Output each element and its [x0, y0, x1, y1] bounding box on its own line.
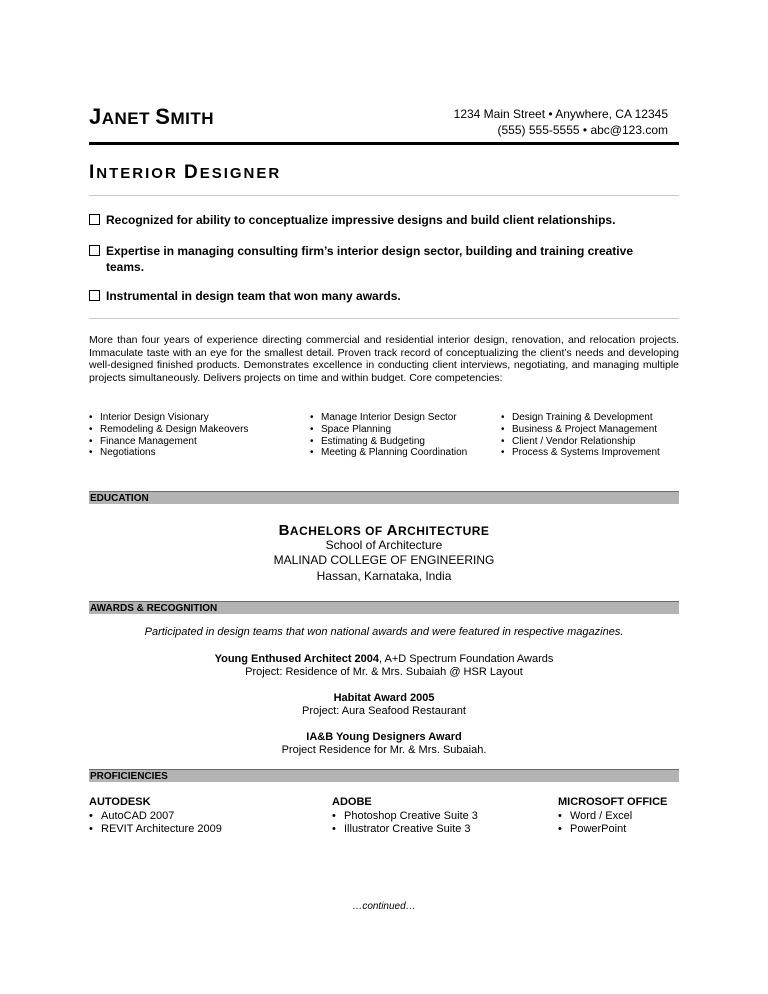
award-entry: Habitat Award 2005 [333, 692, 435, 704]
proficiency-column [558, 796, 667, 837]
awards-heading: AWARDS & RECOGNITION [89, 601, 679, 614]
proficiency-item: • Illustrator Creative Suite 3 [332, 823, 478, 837]
competency-item: • Remodeling & Design Makeovers [89, 424, 248, 436]
proficiency-group-title: AUTODESK [89, 796, 151, 808]
address: 1234 Main Street • Anywhere, CA 12345 [453, 107, 668, 121]
college-name: MALINAD COLLEGE OF ENGINEERING [273, 553, 495, 567]
awards-intro: Participated in design teams that won national awards and were featured in respective magazines. [144, 626, 624, 638]
award-project: Project Residence for Mr. & Mrs. Subaiah. [281, 744, 487, 756]
competency-item: • Interior Design Visionary [89, 412, 248, 424]
school-name: School of Architecture [325, 538, 443, 552]
college-location: Hassan, Karnataka, India [316, 569, 452, 583]
checkbox-icon [89, 290, 100, 301]
job-title: INTERIOR DESIGNER [89, 162, 282, 183]
proficiency-item: • REVIT Architecture 2009 [89, 823, 222, 837]
competency-item: • Estimating & Budgeting [310, 436, 467, 448]
award-project: Project: Residence of Mr. & Mrs. Subaiah @ HSR Layout [245, 666, 523, 678]
phone-email: (555) 555-5555 • abc@123.com [497, 123, 668, 137]
competency-item: • Space Planning [310, 424, 467, 436]
award-entry: IA&B Young Designers Award [306, 731, 462, 743]
proficiency-item: • AutoCAD 2007 [89, 810, 222, 824]
proficiency-column [89, 796, 222, 837]
competency-column [310, 412, 467, 459]
competency-item: • Manage Interior Design Sector [310, 412, 467, 424]
competency-column [89, 412, 248, 459]
highlight-item: Recognized for ability to conceptualize impressive designs and build client relationships. [89, 212, 679, 228]
highlight-item: Instrumental in design team that won many awards. [89, 288, 679, 304]
competency-item: • Design Training & Development [501, 412, 660, 424]
resume-header [89, 104, 679, 144]
proficiency-item: • Photoshop Creative Suite 3 [332, 810, 478, 824]
highlight-item: Expertise in managing consulting firm’s interior design sector, building and training creative teams. [89, 243, 679, 275]
proficiency-column [332, 796, 478, 837]
degree-title: BACHELORS OF ARCHITECTURE [278, 522, 490, 539]
proficiency-item: • PowerPoint [558, 823, 667, 837]
highlights-rule [89, 318, 679, 319]
proficiency-group-title: ADOBE [332, 796, 372, 808]
proficiency-item: • Word / Excel [558, 810, 667, 824]
competency-column [501, 412, 660, 459]
proficiency-group-title: MICROSOFT OFFICE [558, 796, 668, 808]
competency-item: • Client / Vendor Relationship [501, 436, 660, 448]
contact-info [454, 106, 668, 138]
title-rule [89, 195, 679, 196]
competency-item: • Business & Project Management [501, 424, 660, 436]
header-rule [89, 142, 679, 145]
competency-item: • Negotiations [89, 447, 248, 459]
competency-item: • Process & Systems Improvement [501, 447, 660, 459]
award-entry: Young Enthused Architect 2004, A+D Spectrum Foundation Awards [214, 653, 554, 665]
education-heading: EDUCATION [89, 491, 679, 504]
checkbox-icon [89, 214, 100, 225]
award-project: Project: Aura Seafood Restaurant [302, 705, 466, 717]
continued-note: …continued… [352, 901, 416, 912]
candidate-name: JANET SMITH [89, 104, 214, 129]
summary-paragraph: More than four years of experience directing commercial and residential interior design, renovation, and relocation projects. Immaculate taste with an eye for the smallest detail. Proven track record of conceptualizing the client’s needs and developing well-designed finished products. Demonstrates excellence in conducting client interviews, negotiating, and managing multiple projects simultaneously. Delivers projects on time and within budget. Core competencies: [89, 334, 679, 384]
proficiencies-heading: PROFICIENCIES [89, 769, 679, 782]
competency-item: • Meeting & Planning Coordination [310, 447, 467, 459]
competency-item: • Finance Management [89, 436, 248, 448]
checkbox-icon [89, 245, 100, 256]
